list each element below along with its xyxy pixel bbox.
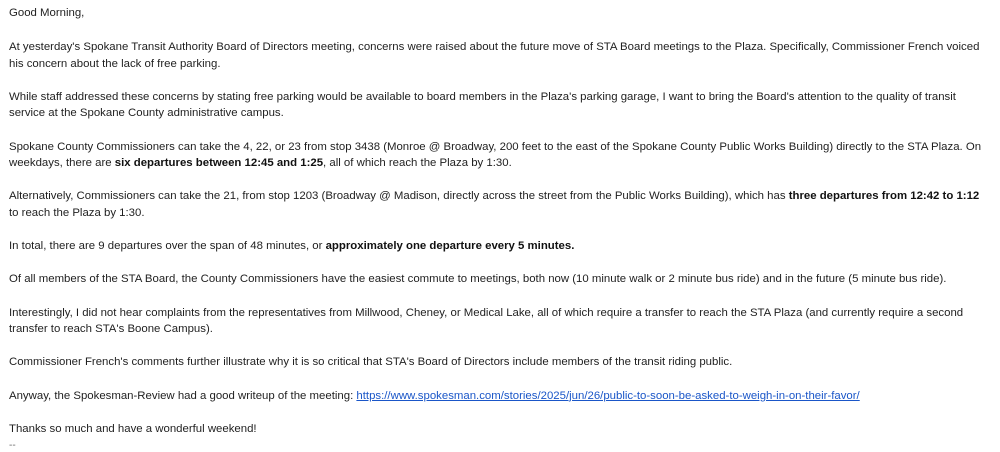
greeting: Good Morning,: [9, 7, 85, 19]
paragraph-route-21: [9, 188, 988, 221]
spokesman-article-link[interactable]: https://www.spokesman.com/stories/2025/jun/26/public-to-soon-be-asked-to-weigh-in-on-their-favor/: [356, 389, 860, 402]
paragraph-staff-response: While staff addressed these concerns by stating free parking would be available to board members in the Plaza's parking garage, I want to bring the Board's attention to the quality of transit service at the Spokane County administrative campus.: [9, 90, 956, 120]
closing-line: Thanks so much and have a wonderful weekend!: [9, 422, 257, 435]
three-departures-emphasis: three departures from 12:42 to 1:12: [788, 190, 980, 203]
paragraph-routes-4-22-23-text: Spokane County Commissioners can take the 4, 22, or 23 from stop 3438 (Monroe @ Broadway, 200 feet to the east of the Spokane County Public Works Building) directly to the STA Plaza. On weekdays, there are: [9, 140, 982, 170]
paragraph-total-departures: [9, 238, 988, 255]
paragraph-riding-public: Commissioner French's comments further illustrate why it is so critical that STA's Board of Directors include members of the transit riding public.: [9, 356, 733, 369]
paragraph-other-representatives: Interestingly, I did not hear complaints from the representatives from Millwood, Cheney, or Medical Lake, all of which require a transfer to reach the STA Plaza (and currently require a second transfer to reach STA's Boone Campus).: [9, 306, 964, 336]
departure-frequency-emphasis: approximately one departure every 5 minutes.: [325, 240, 575, 253]
paragraph-routes-4-22-23-end: , all of which reach the Plaza by 1:30.: [323, 157, 512, 170]
paragraph-meeting-concerns: At yesterday's Spokane Transit Authority Board of Directors meeting, concerns were raised about the future move of STA Board meetings to the Plaza. Specifically, Commissioner French voiced his concern about the lack of free parking.: [9, 41, 980, 70]
paragraph-total-departures-text: In total, there are 9 departures over the span of 48 minutes, or: [9, 240, 326, 253]
paragraph-route-21-text: Alternatively, Commissioners can take the 21, from stop 1203 (Broadway @ Madison, directly across the street from the Public Works Building), which has: [9, 190, 789, 203]
signature-separator: --: [9, 439, 16, 451]
six-departures-emphasis: six departures between 12:45 and 1:25: [114, 157, 324, 170]
paragraph-spokesman-review: [9, 388, 988, 405]
paragraph-route-21-end: to reach the Plaza by 1:30.: [9, 207, 145, 220]
paragraph-commute-comparison: Of all members of the STA Board, the County Commissioners have the easiest commute to meetings, both now (10 minute walk or 2 minute bus ride) and in the future (5 minute bus ride).: [9, 273, 947, 286]
paragraph-spokesman-review-text: Anyway, the Spokesman-Review had a good writeup of the meeting:: [9, 389, 357, 402]
paragraph-routes-4-22-23: [9, 139, 988, 172]
